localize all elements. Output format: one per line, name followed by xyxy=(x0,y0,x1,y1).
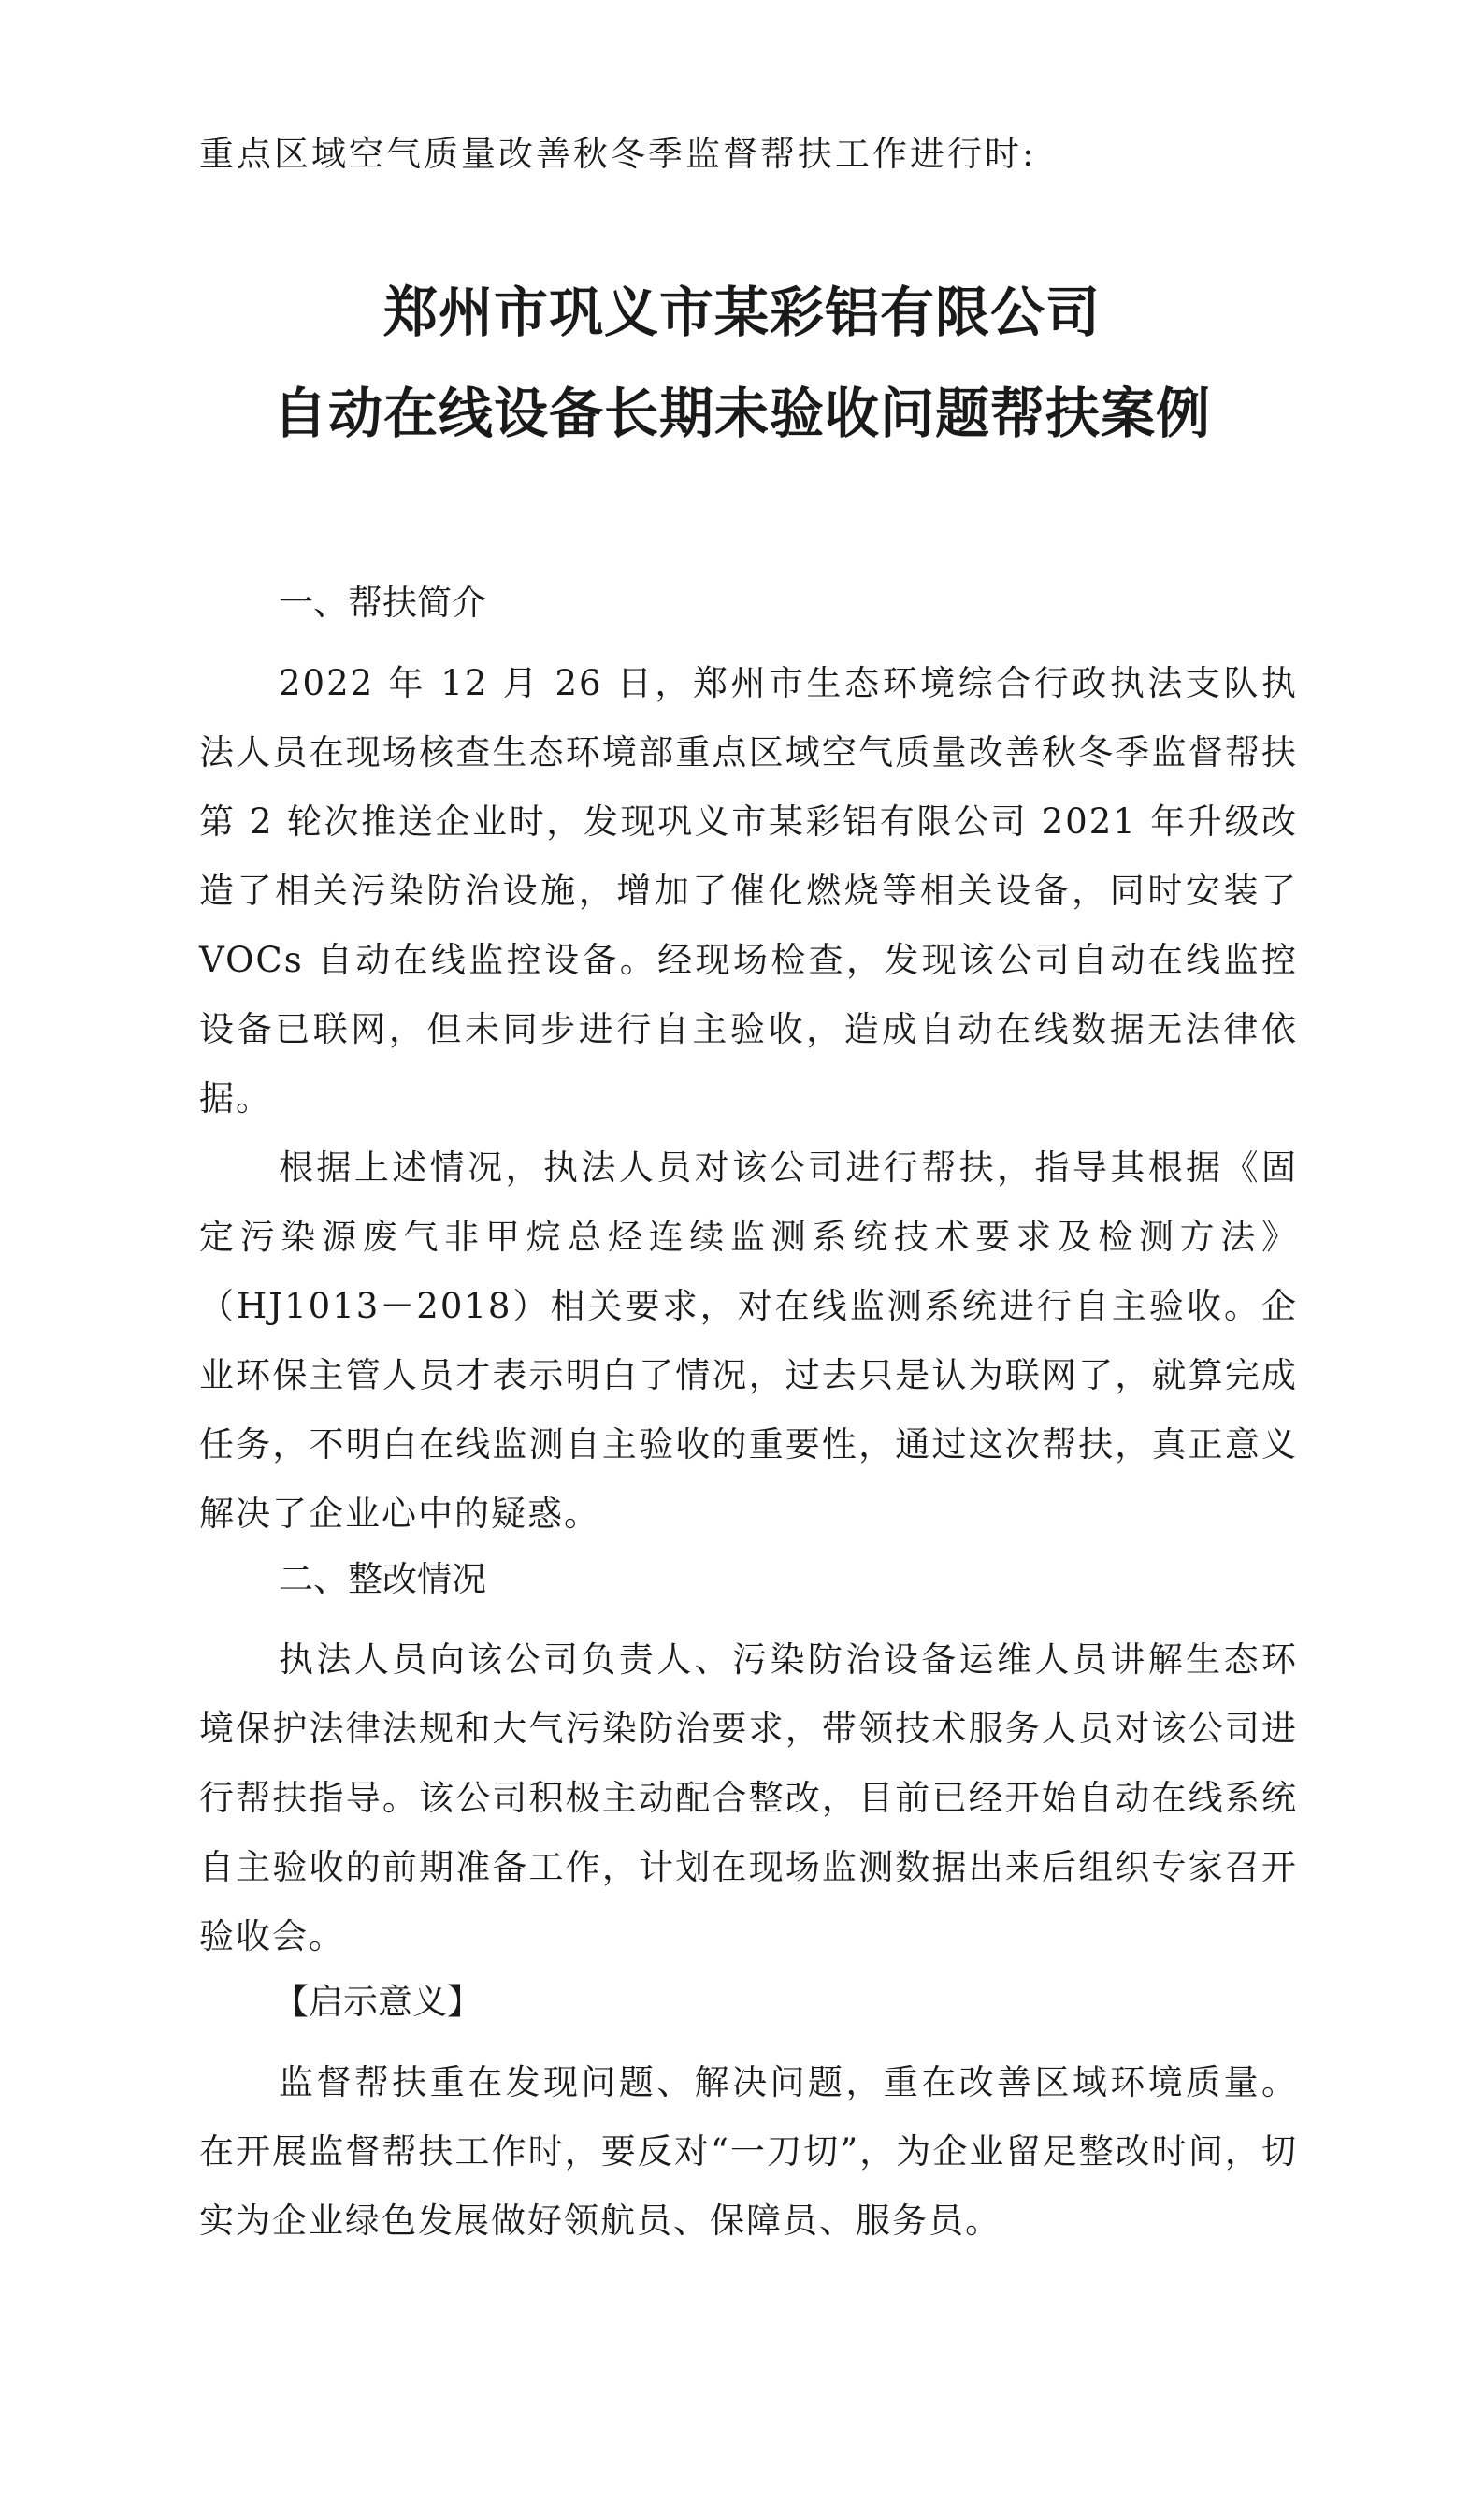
section-heading-intro: 一、帮扶简介 xyxy=(279,583,486,623)
enlightenment-paragraph-1: 监督帮扶重在发现问题、解决问题，重在改善区域环境质量。在开展监督帮扶工作时，要反对“一刀切”，为企业留足整改时间，切实为企业绿色发展做好领航员、保障员、服务员。 xyxy=(199,2062,1298,2241)
header-line: 重点区域空气质量改善秋冬季监督帮扶工作进行时: xyxy=(199,134,1037,174)
document-body xyxy=(199,580,1298,2256)
section-heading-enlightenment: 【启示意义】 xyxy=(274,1982,482,2022)
rectification-paragraph-1: 执法人员向该公司负责人、污染防治设备运维人员讲解生态环境保护法律法规和大气污染防治要求，带领技术服务人员对该公司进行帮扶指导。该公司积极主动配合整改，目前已经开始自动在线系统自主验收的前期准备工作，计划在现场监测数据出来后组织专家召开验收会。 xyxy=(199,1639,1298,1956)
intro-paragraph-1: 2022 年 12 月 26 日，郑州市生态环境综合行政执法支队执法人员在现场核查生态环境部重点区域空气质量改善秋冬季监督帮扶第 2 轮次推送企业时，发现巩义市某彩铝有限公司 2021 年升级改造了相关污染防治设施，增加了催化燃烧等相关设备，同时安装了 VOCs 自动在线监控设备。经现场检查，发现该公司自动在线监控设备已联网，但未同步进行自主验收，造成自动在线数据无法律依据。 xyxy=(199,663,1298,1119)
document-title-line-2: 自动在线设备长期未验收问题帮扶案例 xyxy=(272,382,1211,445)
document-title-line-1: 郑州市巩义市某彩铝有限公司 xyxy=(382,281,1101,344)
section-heading-rectification: 二、整改情况 xyxy=(279,1559,486,1599)
intro-paragraph-2: 根据上述情况，执法人员对该公司进行帮扶，指导其根据《固定污染源废气非甲烷总烃连续监测系统技术要求及检测方法》（HJ1013－2018）相关要求，对在线监测系统进行自主验收。企业环保主管人员才表示明白了情况，过去只是认为联网了，就算完成任务，不明白在线监测自主验收的重要性，通过这次帮扶，真正意义解决了企业心中的疑惑。 xyxy=(199,1147,1298,1534)
